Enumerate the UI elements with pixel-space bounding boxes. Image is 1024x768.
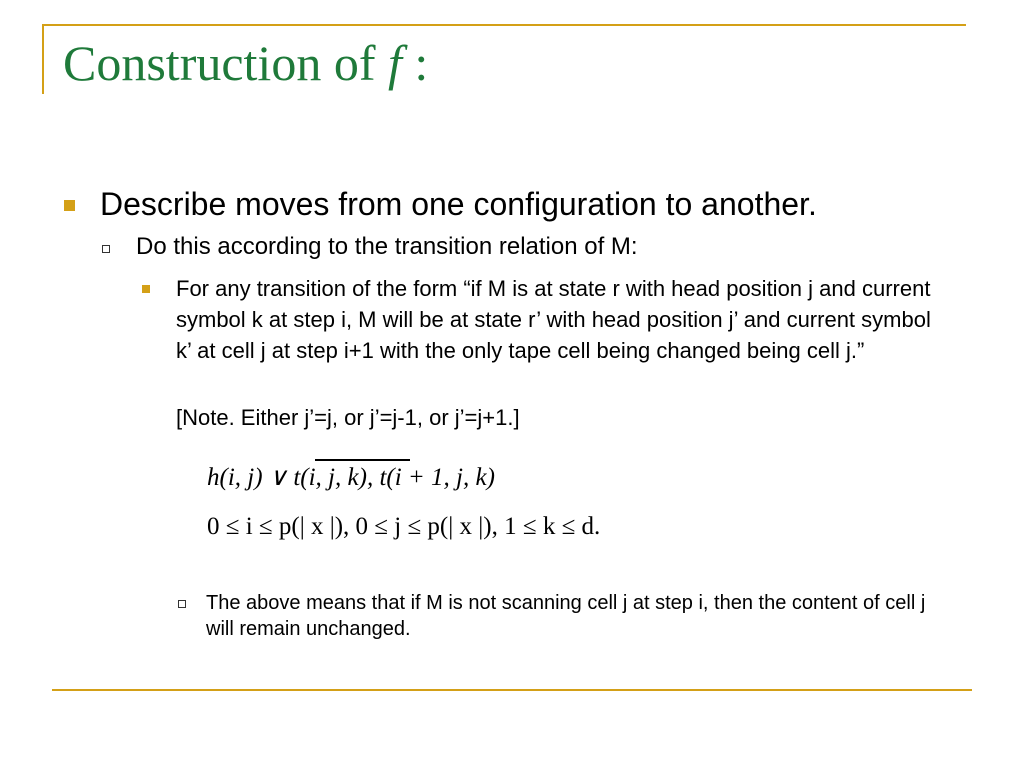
hollow-square-bullet-icon xyxy=(102,245,110,253)
bullet-level2b-text: The above means that if M is not scanning cell j at step i, then the content of cell j will remain unchanged. xyxy=(206,592,926,640)
frame-top-line xyxy=(42,24,966,26)
square-bullet-icon xyxy=(64,200,75,211)
frame-left-line xyxy=(42,24,44,94)
title-variable: f xyxy=(387,35,402,91)
bullet-level2 xyxy=(102,231,638,263)
formula-line1-part1: h(i, j) ∨ xyxy=(207,464,294,491)
bullet-level3-text: For any transition of the form “if M is at state r with head position j and current symbol k at step i, M will be at state r’ with head position j’ and current symbol k’ at cell j at step i+1 with the only tape cell being changed being cell j.” xyxy=(176,276,931,363)
bullet-level3 xyxy=(142,273,952,366)
bullet-level2b xyxy=(178,590,948,642)
formula-line1-negated: t(i, j, k) xyxy=(293,464,367,491)
bullet-level2-text: Do this according to the transition relation of M: xyxy=(136,233,638,260)
note-text: [Note. Either j’=j, or j’=j-1, or j’=j+1.] xyxy=(176,405,520,430)
title-prefix: Construction of xyxy=(63,35,388,91)
formula-line1-part2: , t(i + 1, j, k) xyxy=(366,464,495,491)
title-suffix: : xyxy=(401,35,429,91)
frame-bottom-line xyxy=(52,689,972,691)
hollow-square-bullet-icon xyxy=(178,600,186,608)
square-bullet-icon xyxy=(142,285,150,293)
bullet-level1-text: Describe moves from one configuration to another. xyxy=(100,186,817,222)
bullet-level1 xyxy=(64,184,817,224)
formula-line2: 0 ≤ i ≤ p(| x |), 0 ≤ j ≤ p(| x |), 1 ≤ k ≤ d. xyxy=(207,513,601,540)
slide-title xyxy=(63,36,428,91)
negation-overline xyxy=(315,459,410,461)
formula-line1 xyxy=(207,463,495,493)
